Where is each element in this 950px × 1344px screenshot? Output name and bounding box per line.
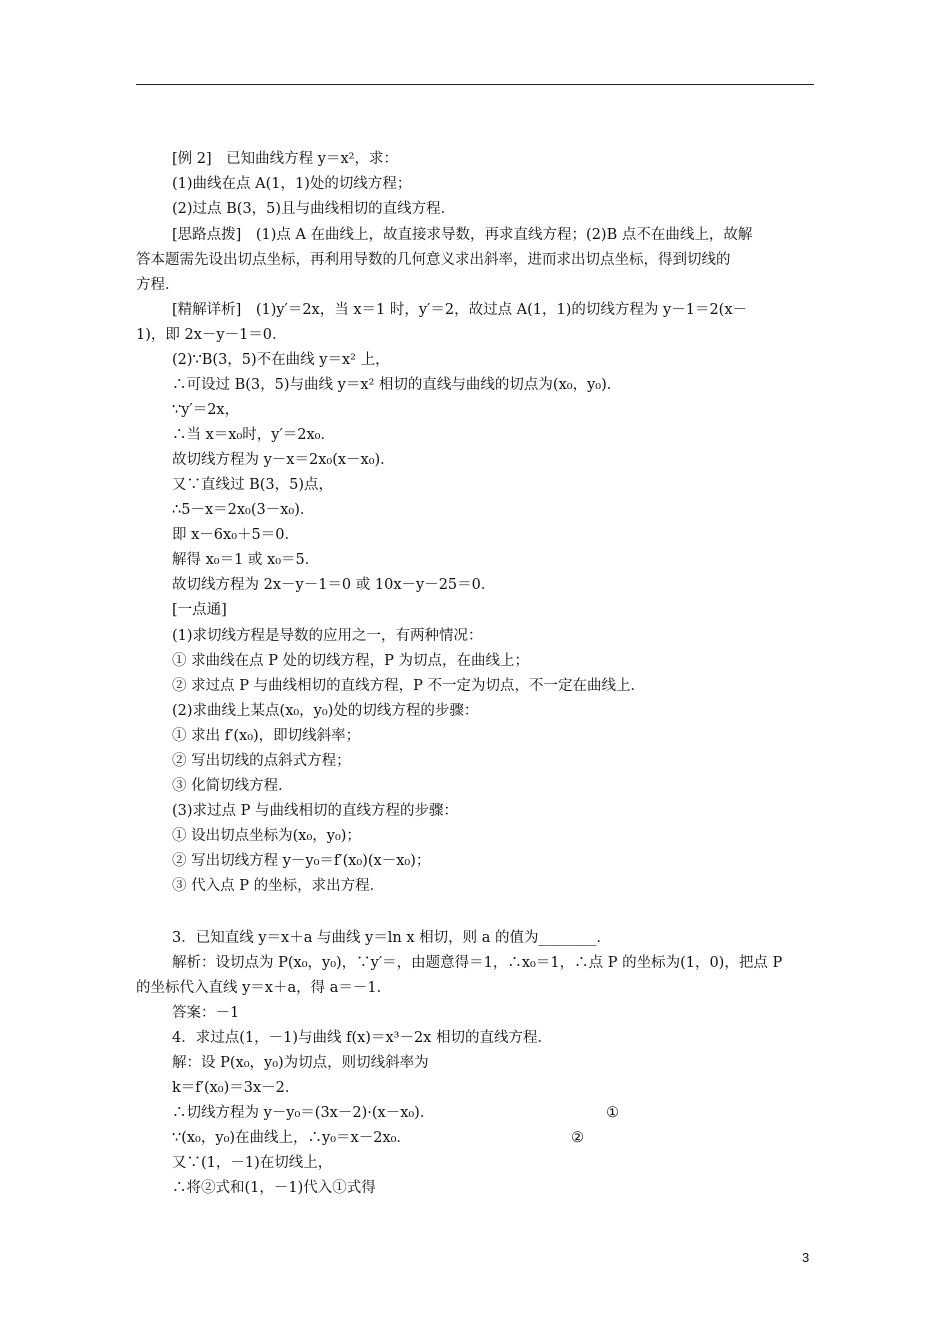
problem-4-solution-1: 解：设 P(x₀，y₀)为切点，则切线斜率为	[172, 1055, 429, 1071]
equation-marker-2: ②	[571, 1130, 584, 1146]
tip-line-6: ② 写出切线的点斜式方程；	[172, 753, 351, 769]
problem-4-question: 4．求过点(1，－1)与曲线 f(x)＝x³－2x 相切的直线方程．	[172, 1030, 552, 1046]
problem-3-question: 3．已知直线 y＝x＋a 与曲线 y＝ln x 相切，则 a 的值为________．	[172, 930, 611, 946]
solution-line-11: 解得 x₀＝1 或 x₀＝5．	[172, 552, 320, 568]
problem-3-analysis-2: 的坐标代入直线 y＝x＋a，得 a＝－1．	[136, 980, 392, 996]
solution-line-6: ∴当 x＝x₀时，y′＝2x₀．	[172, 427, 335, 443]
solution-line-5: ∵y′＝2x，	[172, 402, 240, 418]
solution-line-1: [精解详析] (1)y′＝2x，当 x＝1 时，y′＝2，故过点 A(1，1)的切线方程为 y－1＝2(x－	[172, 302, 747, 318]
solution-line-10: 即 x－6x₀＋5＝0．	[172, 527, 299, 543]
tip-line-5: ① 求出 f′(x₀)，即切线斜率；	[172, 728, 361, 744]
tip-title: [一点通]	[172, 602, 227, 618]
problem-4-solution-3: ∴切线方程为 y－y₀＝(3x－2)·(x－x₀)．	[172, 1105, 435, 1121]
tip-line-8: (3)求过点 P 与曲线相切的直线方程的步骤：	[172, 803, 459, 819]
problem-3-answer: 答案：－1	[172, 1005, 240, 1021]
tip-line-10: ② 写出切线方程 y－y₀＝f′(x₀)(x－x₀)；	[172, 853, 431, 869]
tip-line-2: ① 求曲线在点 P 处的切线方程，P 为切点，在曲线上；	[172, 653, 529, 669]
solution-line-12: 故切线方程为 2x－y－1＝0 或 10x－y－25＝0．	[172, 577, 496, 593]
tip-line-1: (1)求切线方程是导数的应用之一，有两种情况：	[172, 628, 483, 644]
problem-4-solution-6: ∴将②式和(1，－1)代入①式得	[172, 1180, 376, 1196]
tip-line-3: ② 求过点 P 与曲线相切的直线方程，P 不一定为切点，不一定在曲线上．	[172, 678, 645, 694]
problem-3-analysis-1: 解析：设切点为 P(x₀，y₀)，∵y′＝，由题意得＝1，∴x₀＝1，∴点 P 的坐标为(1，0)，把点 P	[172, 955, 783, 971]
equation-marker-1: ①	[606, 1105, 619, 1121]
problem-4-solution-5: 又∵(1，－1)在切线上，	[172, 1155, 333, 1171]
solution-line-3: (2)∵B(3，5)不在曲线 y＝x² 上，	[172, 352, 390, 368]
hint-line-2: 答本题需先设出切点坐标，再利用导数的几何意义求出斜率，进而求出切点坐标，得到切线的	[136, 252, 731, 268]
tip-line-7: ③ 化简切线方程．	[172, 778, 293, 794]
question-2: (2)过点 B(3，5)且与曲线相切的直线方程．	[172, 201, 456, 217]
question-1: (1)曲线在点 A(1，1)处的切线方程；	[172, 176, 412, 192]
tip-line-4: (2)求曲线上某点(x₀，y₀)处的切线方程的步骤：	[172, 703, 479, 719]
header-rule	[136, 84, 814, 85]
solution-line-2: 1)，即 2x－y－1＝0．	[136, 327, 287, 343]
tip-line-9: ① 设出切点坐标为(x₀，y₀)；	[172, 828, 361, 844]
page-number: 3	[802, 1250, 810, 1265]
hint-line-1: [思路点拨] (1)点 A 在曲线上，故直接求导数，再求直线方程；(2)B 点不在曲线上，故解	[172, 227, 753, 243]
problem-4-solution-2: k＝f′(x₀)＝3x－2．	[172, 1080, 300, 1096]
hint-line-3: 方程．	[136, 277, 180, 293]
solution-line-4: ∴可设过 B(3，5)与曲线 y＝x² 相切的直线与曲线的切点为(x₀，y₀)．	[172, 377, 622, 393]
solution-line-9: ∴5－x＝2x₀(3－x₀)．	[172, 502, 315, 518]
solution-line-7: 故切线方程为 y－x＝2x₀(x－x₀)．	[172, 452, 395, 468]
tip-line-11: ③ 代入点 P 的坐标，求出方程．	[172, 878, 385, 894]
solution-line-8: 又∵直线过 B(3，5)点，	[172, 477, 334, 493]
problem-4-solution-4: ∵(x₀，y₀)在曲线上，∴y₀＝x－2x₀．	[172, 1130, 411, 1146]
example-title: [例 2] 已知曲线方程 y＝x²，求：	[172, 151, 398, 167]
